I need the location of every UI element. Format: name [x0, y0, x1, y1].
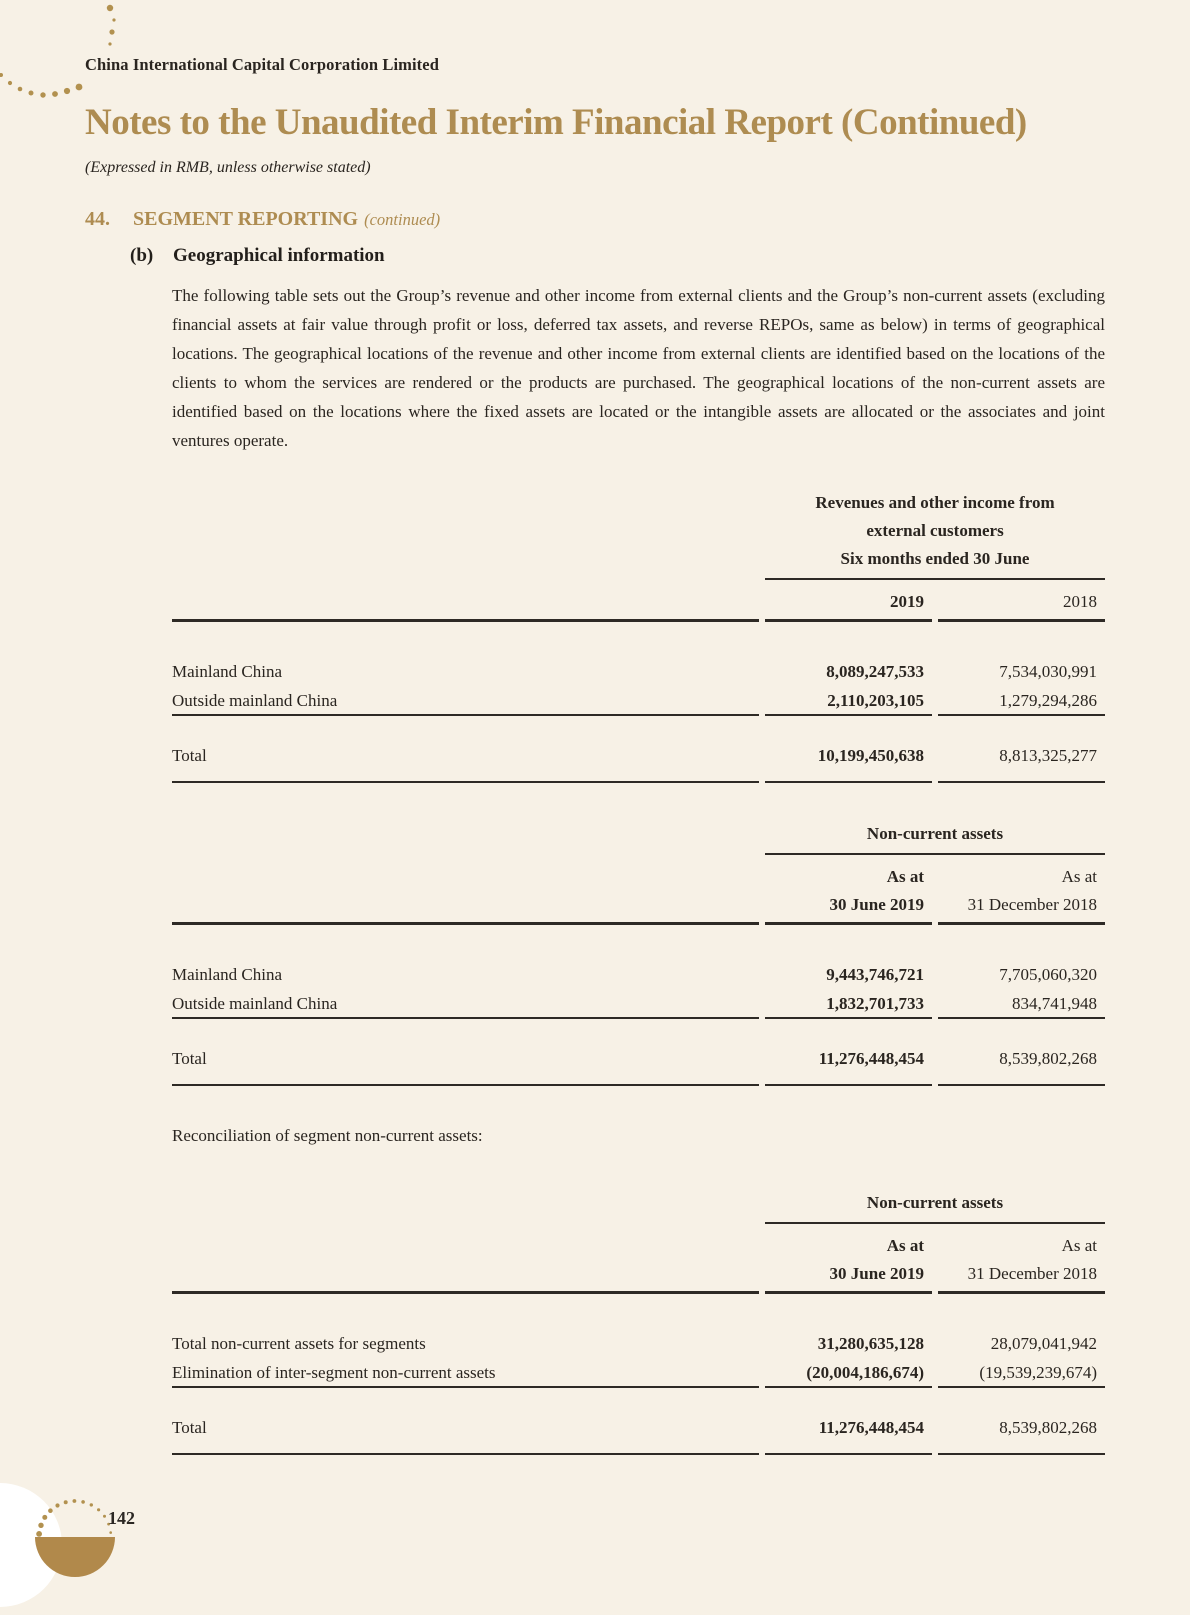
value-2019: 2,110,203,105 [827, 691, 924, 710]
value-2019: 31,280,635,128 [817, 1334, 924, 1353]
value-2019: 1,832,701,733 [826, 994, 924, 1013]
col-header-31-december-2018: As at 31 December 2018 [967, 867, 1097, 914]
row-label: Outside mainland China [172, 994, 338, 1013]
total-row [172, 746, 1105, 766]
subtotal-rule [172, 1386, 1105, 1388]
subsection-letter: (b) [130, 245, 154, 266]
bottom-rule [172, 1453, 1105, 1455]
value-2018: 7,534,030,991 [999, 662, 1097, 681]
table-row [172, 1363, 1105, 1383]
page-content [85, 0, 1105, 1455]
table-row [172, 965, 1105, 985]
total-2018: 8,813,325,277 [999, 746, 1097, 765]
table-row [172, 994, 1105, 1014]
col-header-31-december-2018: As at 31 December 2018 [967, 1236, 1097, 1283]
subtotal-rule [172, 714, 1105, 716]
total-2018: 8,539,802,268 [999, 1418, 1097, 1437]
group-header-text: Non-current assets [765, 820, 1105, 855]
value-2018: 7,705,060,320 [999, 965, 1097, 984]
group-header-text: Non-current assets [765, 1189, 1105, 1224]
total-2018: 8,539,802,268 [999, 1049, 1097, 1068]
page-title: Notes to the Unaudited Interim Financial Report (Continued) [85, 102, 1027, 143]
subtotal-rule [172, 1017, 1105, 1019]
column-headers [172, 592, 1105, 612]
value-2019: (20,004,186,674) [806, 1363, 924, 1382]
row-label: Total non-current assets for segments [172, 1334, 426, 1353]
header-rule [172, 922, 1105, 925]
value-2019: 9,443,746,721 [826, 965, 924, 984]
row-label: Mainland China [172, 965, 283, 984]
bottom-rule [172, 1084, 1105, 1086]
total-row [172, 1049, 1105, 1069]
group-header-text: Revenues and other income from external customers Six months ended 30 June [765, 489, 1105, 580]
section-title: SEGMENT REPORTING [133, 208, 359, 230]
currency-note: (Expressed in RMB, unless otherwise stated) [85, 159, 371, 176]
subsection-title: Geographical information [173, 245, 385, 266]
row-label: Mainland China [172, 662, 283, 681]
total-2019: 10,199,450,638 [817, 746, 924, 765]
value-2018: 1,279,294,286 [999, 691, 1097, 710]
footer-dotted-arc-icon [35, 1496, 115, 1538]
page-number: 142 [108, 1508, 135, 1528]
total-label: Total [172, 746, 207, 765]
table-row [172, 662, 1105, 682]
section-number: 44. [85, 208, 110, 230]
column-headers [172, 1236, 1105, 1284]
section-heading [85, 208, 1105, 231]
bottom-rule [172, 781, 1105, 783]
total-row [172, 1418, 1105, 1438]
revenue-table [172, 489, 1105, 783]
reconciliation-table [172, 1189, 1105, 1455]
subsection-heading [85, 245, 1105, 267]
intro-paragraph: The following table sets out the Group’s revenue and other income from external clients and the Group’s non-current assets (excluding financial assets at fair value through profit or loss, deferred tax assets, and reverse REPOs, same as below) in terms of geographical locations. The geographical locations of the revenue and other income from external clients are identified based on the locations of the clients to whom the services are rendered or the products are purchased. The geographical locations of the non-current assets are identified based on the locations where the fixed assets are located or the intangible assets are allocated or the associates and joint ventures operate. [172, 286, 1105, 450]
section-continued: (continued) [364, 210, 441, 229]
col-header-2019: 2019 [890, 592, 924, 611]
table-row [172, 691, 1105, 711]
assets-table-group-header [172, 820, 1105, 855]
value-2018: (19,539,239,674) [979, 1363, 1097, 1382]
total-2019: 11,276,448,454 [818, 1049, 924, 1068]
header-rule [172, 1291, 1105, 1294]
total-2019: 11,276,448,454 [818, 1418, 924, 1437]
reconciliation-table-group-header [172, 1189, 1105, 1224]
row-label: Elimination of inter-segment non-current assets [172, 1363, 496, 1382]
total-label: Total [172, 1418, 207, 1437]
value-2019: 8,089,247,533 [826, 662, 924, 681]
company-name: China International Capital Corporation Limited [85, 55, 439, 74]
header-rule [172, 619, 1105, 622]
value-2018: 834,741,948 [1012, 994, 1097, 1013]
noncurrent-assets-table [172, 820, 1105, 1086]
col-header-30-june-2019: As at 30 June 2019 [829, 867, 924, 914]
revenue-table-group-header [172, 489, 1105, 580]
row-label: Outside mainland China [172, 691, 338, 710]
value-2018: 28,079,041,942 [990, 1334, 1097, 1353]
col-header-30-june-2019: As at 30 June 2019 [829, 1236, 924, 1283]
subsection-body [172, 281, 1105, 1455]
col-header-2018: 2018 [1063, 592, 1097, 611]
column-headers [172, 867, 1105, 915]
table-row [172, 1334, 1105, 1354]
reconciliation-label: Reconciliation of segment non-current assets: [172, 1126, 483, 1145]
total-label: Total [172, 1049, 207, 1068]
